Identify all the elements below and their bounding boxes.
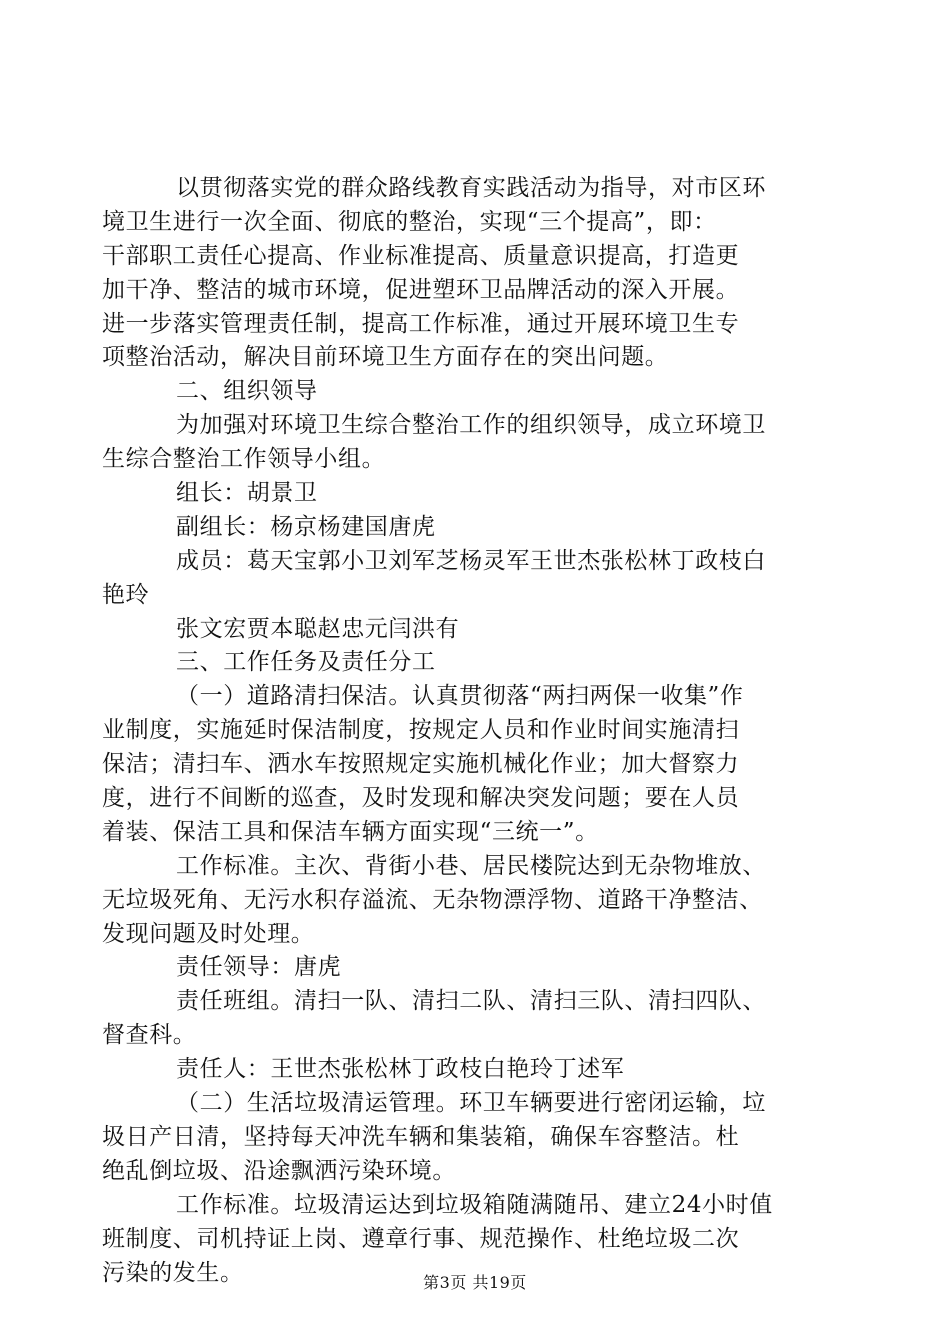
text-line: 工作标准。垃圾清运达到垃圾箱随满随吊、建立24小时值 [176,1191,773,1218]
text-line: 张文宏贾本聪赵忠元闫洪有 [176,615,460,642]
text-line: 督查科。 [102,1022,197,1049]
text-line: （一）道路清扫保洁。认真贯彻落“两扫两保一收集”作 [176,683,744,710]
text-line: 度，进行不间断的巡查，及时发现和解决突发问题；要在人员 [102,785,740,812]
text-line: 成员：葛天宝郭小卫刘军芝杨灵军王世杰张松林丁政枝白 [176,547,766,574]
text-line: 绝乱倒垃圾、沿途飘洒污染环境。 [102,1157,456,1184]
page-footer: 第3页 共19页 [423,1273,527,1292]
text-line: 责任班组。清扫一队、清扫二队、清扫三队、清扫四队、 [176,988,766,1015]
text-line: 着装、保洁工具和保洁车辆方面实现“三统一”。 [102,818,599,845]
text-line: 进一步落实管理责任制，提高工作标准，通过开展环境卫生专 [102,310,740,337]
text-line: 加干净、整洁的城市环境，促进塑环卫品牌活动的深入开展。 [102,276,740,303]
text-line: 圾日产日清，坚持每天冲洗车辆和集装箱，确保车容整洁。杜 [102,1123,740,1150]
text-line: 三、工作任务及责任分工 [176,649,436,676]
text-line: 工作标准。主次、背街小巷、居民楼院达到无杂物堆放、 [176,852,766,879]
text-line: 污染的发生。 [102,1259,244,1286]
text-line: 生综合整治工作领导小组。 [102,446,386,473]
text-line: 艳玲 [102,581,150,608]
text-line: 组长：胡景卫 [176,480,318,507]
text-line: 责任人：王世杰张松林丁政枝白艳玲丁述军 [176,1056,625,1083]
text-line: 境卫生进行一次全面、彻底的整治，实现“三个提高”，即： [102,208,717,235]
text-line: （二）生活垃圾清运管理。环卫车辆要进行密闭运输，垃 [176,1090,766,1117]
text-line: 干部职工责任心提高、作业标准提高、质量意识提高，打造更 [102,242,740,269]
document-body [102,172,842,1290]
text-line: 业制度，实施延时保洁制度，按规定人员和作业时间实施清扫 [102,717,740,744]
text-line: 以贯彻落实党的群众路线教育实践活动为指导，对市区环 [176,175,766,201]
text-line: 责任领导：唐虎 [176,954,342,981]
text-line: 无垃圾死角、无污水积存溢流、无杂物漂浮物、道路干净整洁、 [102,886,763,913]
text-line: 发现问题及时处理。 [102,920,315,947]
text-line: 班制度、司机持证上岗、遵章行事、规范操作、杜绝垃圾二次 [102,1225,740,1252]
text-line: 为加强对环境卫生综合整治工作的组织领导，成立环境卫 [176,412,766,439]
text-line: 二、组织领导 [176,378,318,405]
text-line: 保洁；清扫车、洒水车按照规定实施机械化作业；加大督察力 [102,751,740,778]
text-line: 项整治活动，解决目前环境卫生方面存在的突出问题。 [102,344,669,371]
text-line: 副组长：杨京杨建国唐虎 [176,513,436,540]
